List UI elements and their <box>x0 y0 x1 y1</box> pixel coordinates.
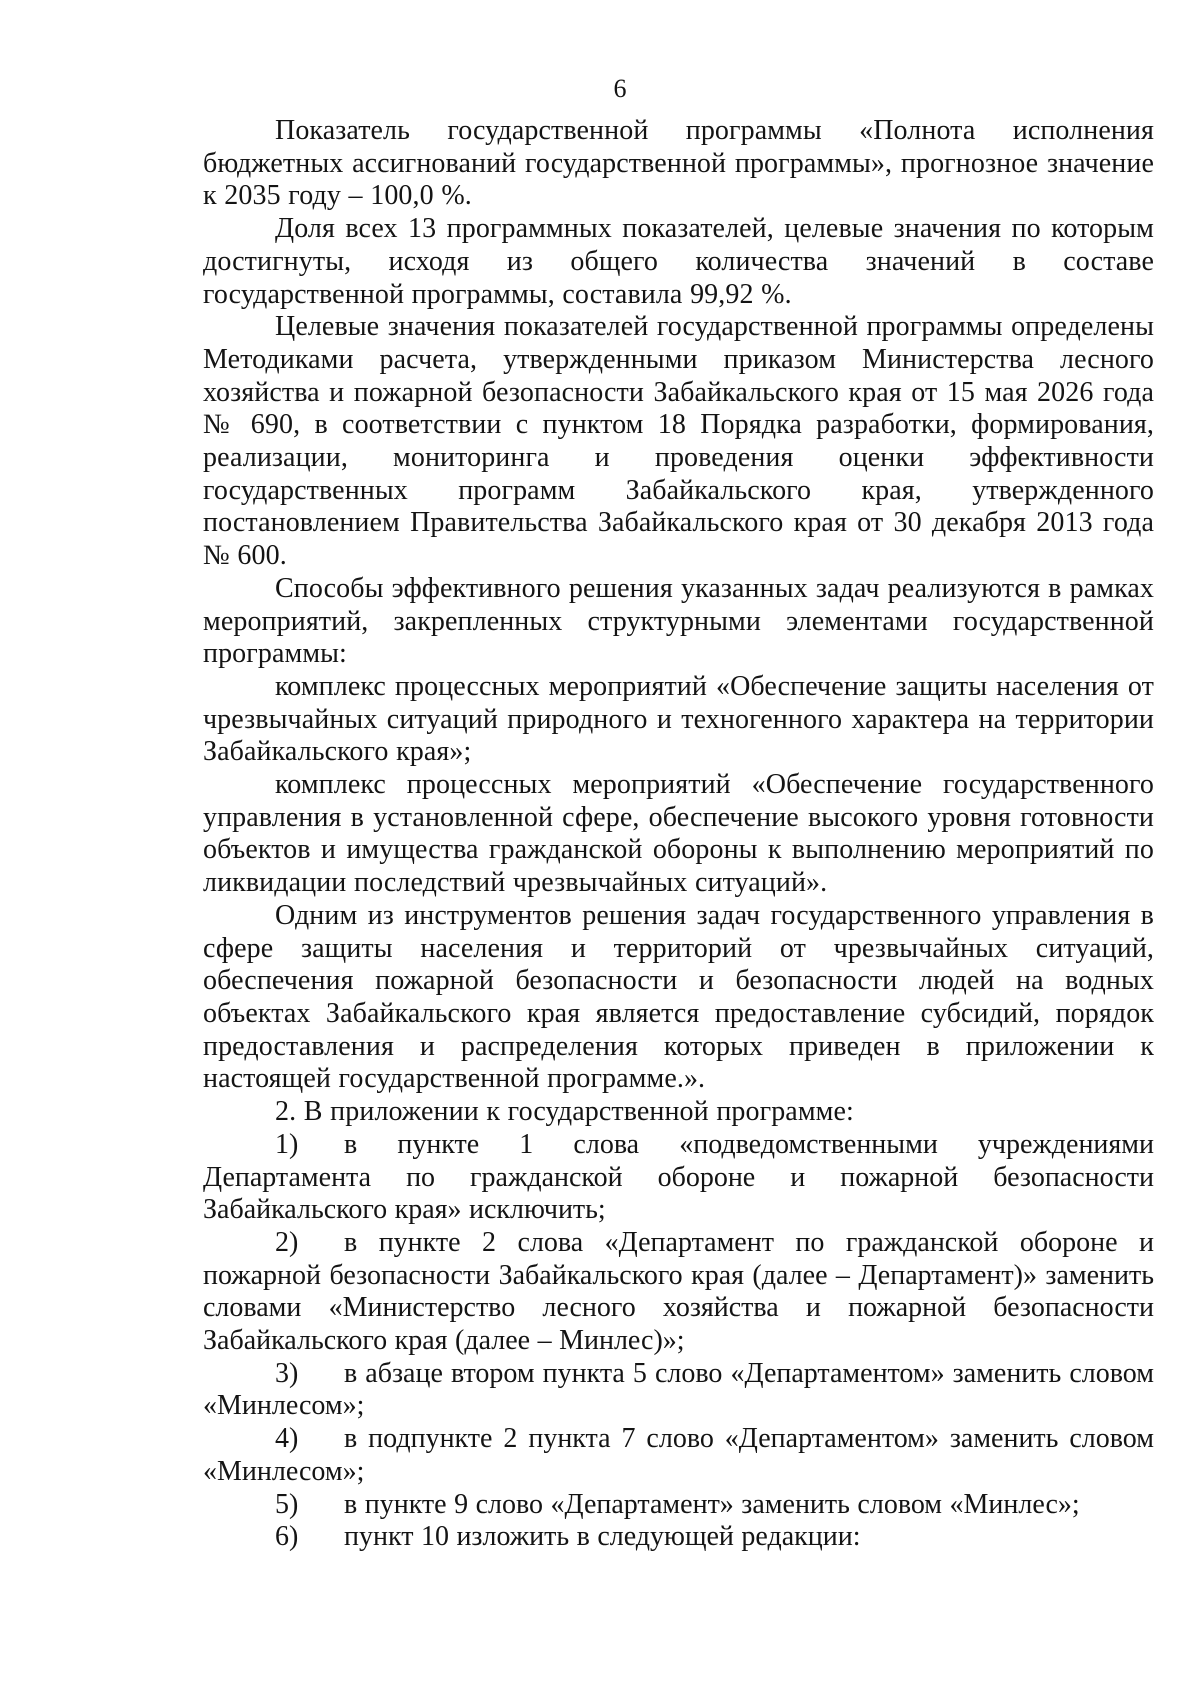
list-item <box>203 1358 1154 1423</box>
document-body <box>203 115 1154 1554</box>
list-item-text: в подпункте 2 пункта 7 слово «Департаментом» заменить словом «Минлесом»; <box>203 1423 1154 1487</box>
page-number: 6 <box>613 74 627 103</box>
list-item-text: пункт 10 изложить в следующей редакции: <box>344 1521 861 1553</box>
list-item-number: 2) <box>275 1226 299 1258</box>
list-item-text: в пункте 2 слова «Департамент по гражданской обороне и пожарной безопасности Забайкальского края (далее – Департамент)» заменить словами «Министерство лесного хозяйства и пожарной безопасности Забайкальского края (далее – Минлес)»; <box>203 1226 1154 1357</box>
paragraph-complex-management: комплекс процессных мероприятий «Обеспечение государственного управления в установленной сфере, обеспечение высокого уровня готовности объектов и имущества гражданской обороны к выполнению мероприятий по ликвидации последствий чрезвычайных ситуаций». <box>203 769 1154 899</box>
paragraph-complex-protection: комплекс процессных мероприятий «Обеспечение защиты населения от чрезвычайных ситуаций природного и техногенного характера на территории Забайкальского края»; <box>203 670 1154 768</box>
list-item-number: 3) <box>275 1357 299 1389</box>
list-item-text: в пункте 9 слово «Департамент» заменить словом «Минлес»; <box>344 1488 1080 1520</box>
paragraph-subsidies: Одним из инструментов решения задач государственного управления в сфере защиты населения и территорий от чрезвычайных ситуаций, обеспечения пожарной безопасности и безопасности людей на водных объектах Забайкальского края является предоставление субсидий, порядок предоставления и распределения которых приведен в приложении к настоящей государственной программе.». <box>203 899 1154 1095</box>
list-item <box>203 1489 1154 1522</box>
list-item-text: в пункте 1 слова «подведомственными учреждениями Департамента по гражданской обороне и пожарной безопасности Забайкальского края» исключить; <box>203 1128 1154 1226</box>
list-item-number: 1) <box>275 1128 299 1160</box>
list-item-number: 4) <box>275 1423 299 1455</box>
paragraph-appendix-changes: 2. В приложении к государственной программе: <box>275 1096 854 1128</box>
list-item-number: 5) <box>275 1488 299 1520</box>
list-item-number: 6) <box>275 1521 299 1553</box>
list-item <box>203 1423 1154 1488</box>
list-item <box>203 1521 1154 1554</box>
list-item-text: в абзаце втором пункта 5 слово «Департаментом» заменить словом «Минлесом»; <box>203 1357 1154 1422</box>
list-item <box>203 1227 1154 1358</box>
paragraph-indicator-completeness: Показатель государственной программы «Полнота исполнения бюджетных ассигнований государственной программы», прогнозное значение к 2035 году – 100,0 %. <box>203 115 1154 212</box>
paragraph-target-values: Целевые значения показателей государственной программы определены Методиками расчета, утвержденными приказом Министерства лесного хозяйства и пожарной безопасности Забайкальского края от 15 мая 2026 года № 690, в соответствии с пунктом 18 Порядка разработки, формирования, реализации, мониторинга и проведения оценки эффективности государственных программ Забайкальского края, утвержденного постановлением Правительства Забайкальского края от 30 декабря 2013 года № 600. <box>203 311 1154 572</box>
paragraph-indicators-share: Доля всех 13 программных показателей, целевые значения по которым достигнуты, исходя из общего количества значений в составе государственной программы, составила 99,92 %. <box>203 213 1154 310</box>
list-item <box>203 1129 1154 1227</box>
paragraph-methods: Способы эффективного решения указанных задач реализуются в рамках мероприятий, закрепленных структурными элементами государственной программы: <box>203 572 1154 670</box>
